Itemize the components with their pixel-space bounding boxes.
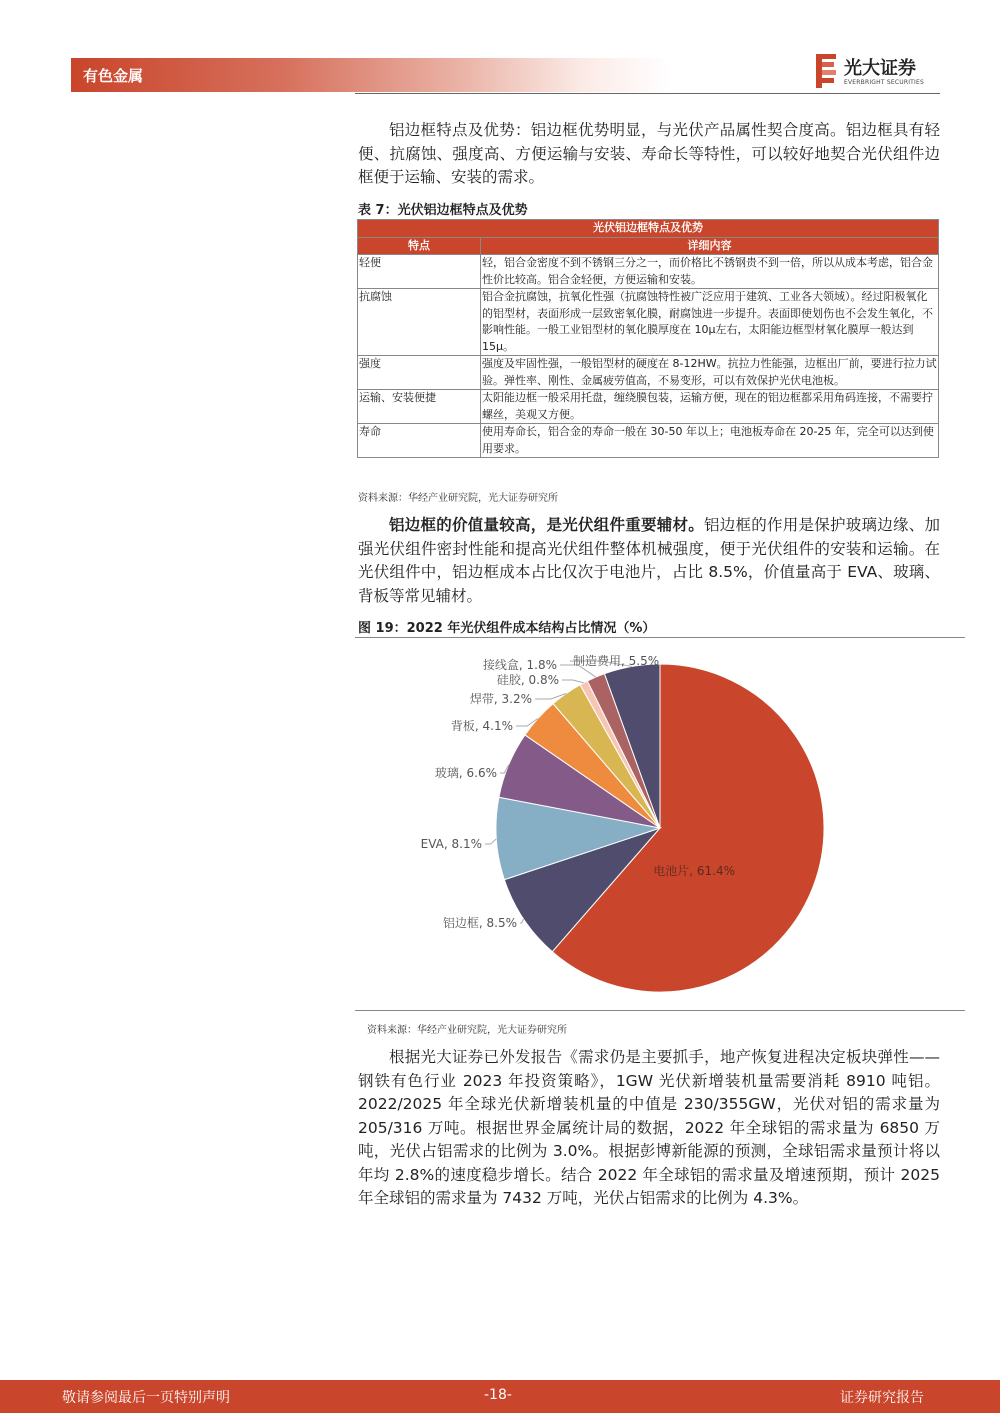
- features-table: [357, 219, 939, 458]
- page-footer: [0, 1380, 1000, 1413]
- table-row: [358, 390, 939, 424]
- feature-cell: 寿命: [358, 424, 481, 458]
- footer-disclaimer: 敬请参阅最后一页特别声明: [62, 1390, 230, 1406]
- slice-label: 背板, 4.1%: [450, 719, 513, 733]
- table-row: [358, 255, 939, 289]
- table-caption: 表 7：光伏铝边框特点及优势: [358, 203, 528, 218]
- slice-label: 接线盒, 1.8%: [482, 658, 557, 672]
- detail-cell: 太阳能边框一般采用托盘，缠绕膜包装，运输方便，现在的铝边框都采用角码连接，不需要拧螺丝，美观又方便。: [481, 390, 939, 424]
- detail-cell: 强度及牢固性强，一般铝型材的硬度在 8-12HW。抗拉力性能强，边框出厂前，要进行拉力试验。弹性率、刚性、金属疲劳值高，不易变形，可以有效保护光伏电池板。: [481, 356, 939, 390]
- slice-label: EVA, 8.1%: [420, 837, 482, 851]
- intro-paragraph: 铝边框特点及优势：铝边框优势明显，与光伏产品属性契合度高。铝边框具有轻便、抗腐蚀、强度高、方便运输与安装、寿命长等特性，可以较好地契合光伏组件边框便于运输、安装的需求。: [358, 121, 940, 186]
- cost-structure-pie-chart: [355, 640, 965, 1005]
- value-paragraph: [358, 514, 940, 608]
- feature-cell: 轻便: [358, 255, 481, 289]
- detail-cell: 铝合金抗腐蚀，抗氧化性强（抗腐蚀特性被广泛应用于建筑、工业各大领域）。经过阳极氧化的铝型材，表面形成一层致密氧化膜，耐腐蚀进一步提升。表面即使划伤也不会发生氧化，不影响性能。一般工业铝型材的氧化膜厚度在 10μ左右，太阳能边框型材氧化膜厚一般达到 15μ。: [481, 289, 939, 356]
- column-header-feature: 特点: [358, 237, 481, 255]
- feature-cell: 强度: [358, 356, 481, 390]
- table-source: 资料来源：华经产业研究院，光大证券研究所: [358, 493, 558, 504]
- logo-mark-icon: [812, 52, 840, 90]
- value-paragraph-lead: 铝边框的价值量较高，是光伏组件重要辅材。: [389, 516, 704, 534]
- figure-bottom-rule: [355, 1010, 965, 1011]
- detail-cell: 使用寿命长，铝合金的寿命一般在 30-50 年以上；电池板寿命在 20-25 年，完全可以达到使用要求。: [481, 424, 939, 458]
- slice-label: 硅胶, 0.8%: [496, 673, 559, 687]
- slice-label: 焊带, 3.2%: [469, 692, 532, 706]
- figure-source: 资料来源：华经产业研究院，光大证券研究所: [367, 1025, 567, 1036]
- header-divider: [355, 93, 940, 94]
- closing-paragraph: 根据光大证券已外发报告《需求仍是主要抓手，地产恢复进程决定板块弹性——钢铁有色行业 2023 年投资策略》，1GW 光伏新增装机量需要消耗 8910 吨铝。2022/2025 年全球光伏新增装机量的中值是 230/355GW，光伏对铝的需求量为 205/316 万吨。根据世界金属统计局的数据，2022 年全球铝的需求量为 6850 万吨，光伏占铝需求的比例为 3.0%。根据彭博新能源的预测，全球铝需求量预计将以年均 2.8%的速度稳步增长。结合 2022 年全球铝的需求量及增速预期，预计 2025 年全球铝的需求量为 7432 万吨，光伏占铝需求的比例为 4.3%。: [358, 1048, 940, 1207]
- figure-top-rule: [355, 637, 965, 638]
- leader-line: [485, 839, 496, 844]
- table-title: 光伏铝边框特点及优势: [358, 220, 939, 238]
- column-header-detail: 详细内容: [481, 237, 939, 255]
- slice-label: 电池片, 61.4%: [653, 864, 735, 878]
- slice-label: 玻璃, 6.6%: [434, 766, 497, 780]
- table-row: [358, 356, 939, 390]
- leader-line: [520, 919, 523, 923]
- slice-label: 铝边框, 8.5%: [442, 916, 517, 930]
- header-section-title: 有色金属: [83, 67, 144, 85]
- logo-text: 光大证券: [844, 58, 916, 79]
- slice-label: 制造费用, 5.5%: [573, 654, 660, 668]
- logo-subtext: EVERBRIGHT SECURITIES: [844, 79, 924, 86]
- company-logo: [812, 52, 942, 92]
- feature-cell: 抗腐蚀: [358, 289, 481, 356]
- figure-caption: 图 19：2022 年光伏组件成本结构占比情况（%）: [358, 621, 656, 636]
- detail-cell: 轻，铝合金密度不到不锈钢三分之一，而价格比不锈钢贵不到一倍，所以从成本考虑，铝合金性价比较高。铝合金轻便，方便运输和安装。: [481, 255, 939, 289]
- header-section-band: [71, 58, 671, 92]
- leader-line: [562, 680, 584, 683]
- page-number: -18-: [484, 1387, 512, 1403]
- table-row: [358, 289, 939, 356]
- footer-report-type: 证券研究报告: [840, 1390, 924, 1406]
- table-row: [358, 424, 939, 458]
- feature-cell: 运输、安装便捷: [358, 390, 481, 424]
- value-paragraph-body: 铝边框的作用是保护玻璃边缘、加强光伏组件密封性能和提高光伏组件整体机械强度，便于光伏组件的安装和运输。在光伏组件中，铝边框成本占比仅次于电池片，占比 8.5%，价值量高于 EVA、玻璃、背板等常见辅材。: [358, 516, 940, 605]
